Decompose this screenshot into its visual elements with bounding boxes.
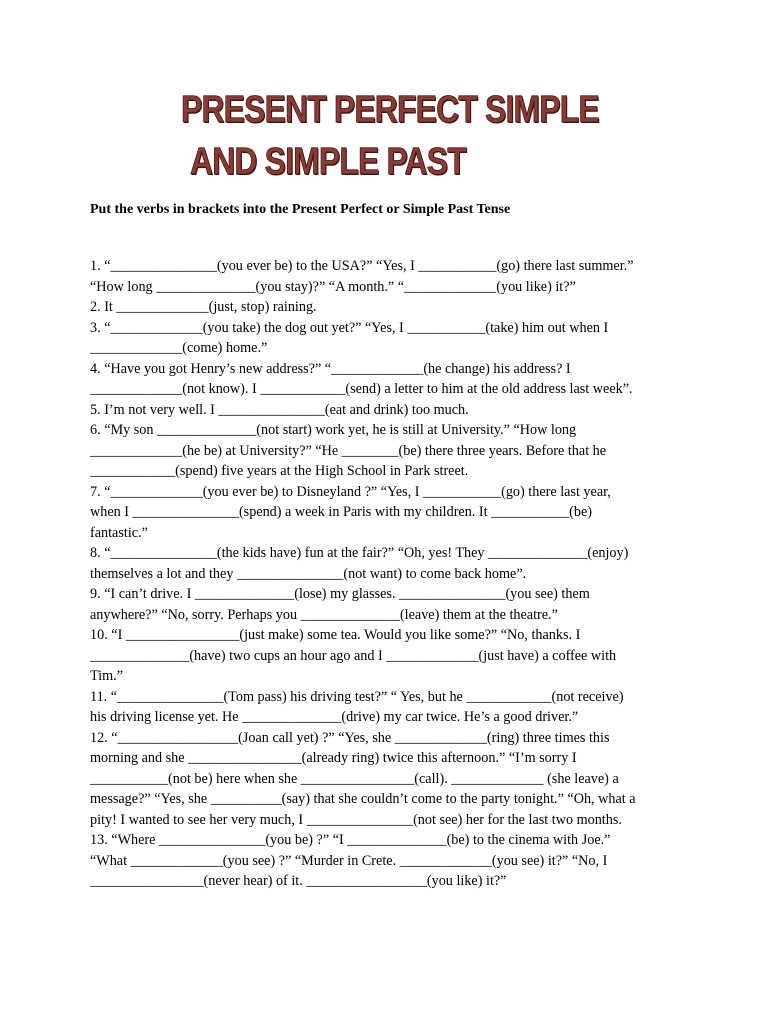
exercise-line: 5. I’m not very well. I _______________(eat and drink) too much. bbox=[90, 401, 469, 418]
exercise-line: 10. “I ________________(just make) some tea. Would you like some?” “No, thanks. I bbox=[90, 627, 581, 643]
exercise-line: 9. “I can’t drive. I ______________(lose) my glasses. _______________(you see) them bbox=[90, 586, 590, 602]
exercise-line: 13. “Where _______________(you be) ?” “I ______________(be) to the cinema with Joe.” bbox=[90, 832, 611, 848]
exercise-line: 11. “_______________(Tom pass) his driving test?” “ Yes, but he ____________(not receive) bbox=[90, 688, 624, 705]
exercise-line: message?” “Yes, she __________(say) that she couldn’t come to the party tonight.” “Oh, what a bbox=[90, 791, 636, 807]
exercise-line: morning and she ________________(already ring) twice this afternoon.” “I’m sorry I bbox=[90, 750, 577, 766]
page-title-line-1: PRESENT PERFECT SIMPLE bbox=[181, 89, 599, 131]
exercise-line: his driving license yet. He ______________(drive) my car twice. He’s a good driver.” bbox=[90, 709, 579, 725]
exercise-line: ________________(never hear) of it. _________________(you like) it?” bbox=[90, 873, 507, 889]
exercise-line: themselves a lot and they _______________(not want) to come back home”. bbox=[90, 565, 527, 582]
exercise-line: 6. “My son ______________(not start) work yet, he is still at University.” “How long bbox=[90, 422, 577, 438]
exercise-line: “How long ______________(you stay)?” “A month.” “_____________(you like) it?” bbox=[90, 278, 576, 295]
exercise-line: 12. “_________________(Joan call yet) ?” “Yes, she _____________(ring) three times this bbox=[90, 729, 610, 746]
exercise-line: 8. “_______________(the kids have) fun at the fair?” “Oh, yes! They ______________(enjoy) bbox=[90, 545, 629, 561]
exercise-line: _____________(come) home.” bbox=[90, 340, 268, 356]
exercise-line: _____________(not know). I ____________(send) a letter to him at the old address last week”. bbox=[90, 381, 633, 397]
exercise-line: ___________(not be) here when she ________________(call). _____________ (she leave) a bbox=[90, 770, 619, 787]
exercise-line: fantastic.” bbox=[90, 524, 148, 541]
exercise-line: 7. “_____________(you ever be) to Disneyland ?” “Yes, I ___________(go) there last year, bbox=[90, 483, 611, 500]
exercise-line: 4. “Have you got Henry’s new address?” “_____________(he change) his address? I bbox=[90, 360, 571, 377]
exercise-line: 3. “_____________(you take) the dog out yet?” “Yes, I ___________(take) him out when I bbox=[90, 319, 609, 336]
exercise-line: _____________(he be) at University?” “He ________(be) there three years. Before that he bbox=[90, 442, 607, 459]
exercise-line: anywhere?” “No, sorry. Perhaps you ______________(leave) them at the theatre.” bbox=[90, 606, 558, 623]
exercise-line: pity! I wanted to see her very much, I _______________(not see) her for the last two months. bbox=[90, 811, 622, 828]
page-title-line-2: AND SIMPLE PAST bbox=[190, 141, 466, 183]
exercise-line: “What _____________(you see) ?” “Murder in Crete. _____________(you see) it?” “No, I bbox=[90, 852, 608, 869]
instruction-text: Put the verbs in brackets into the Present Perfect or Simple Past Tense bbox=[90, 202, 511, 217]
exercise-line: ____________(spend) five years at the High School in Park street. bbox=[90, 463, 469, 479]
exercise-line: when I _______________(spend) a week in Paris with my children. It ___________(be) bbox=[90, 504, 592, 520]
exercise-list bbox=[90, 256, 690, 892]
exercise-line: 2. It _____________(just, stop) raining. bbox=[90, 299, 317, 315]
exercise-line: ______________(have) two cups an hour ago and I _____________(just have) a coffee with bbox=[90, 647, 617, 664]
exercise-line: Tim.” bbox=[90, 668, 123, 684]
exercise-line: 1. “_______________(you ever be) to the USA?” “Yes, I ___________(go) there last summer.” bbox=[90, 258, 634, 274]
